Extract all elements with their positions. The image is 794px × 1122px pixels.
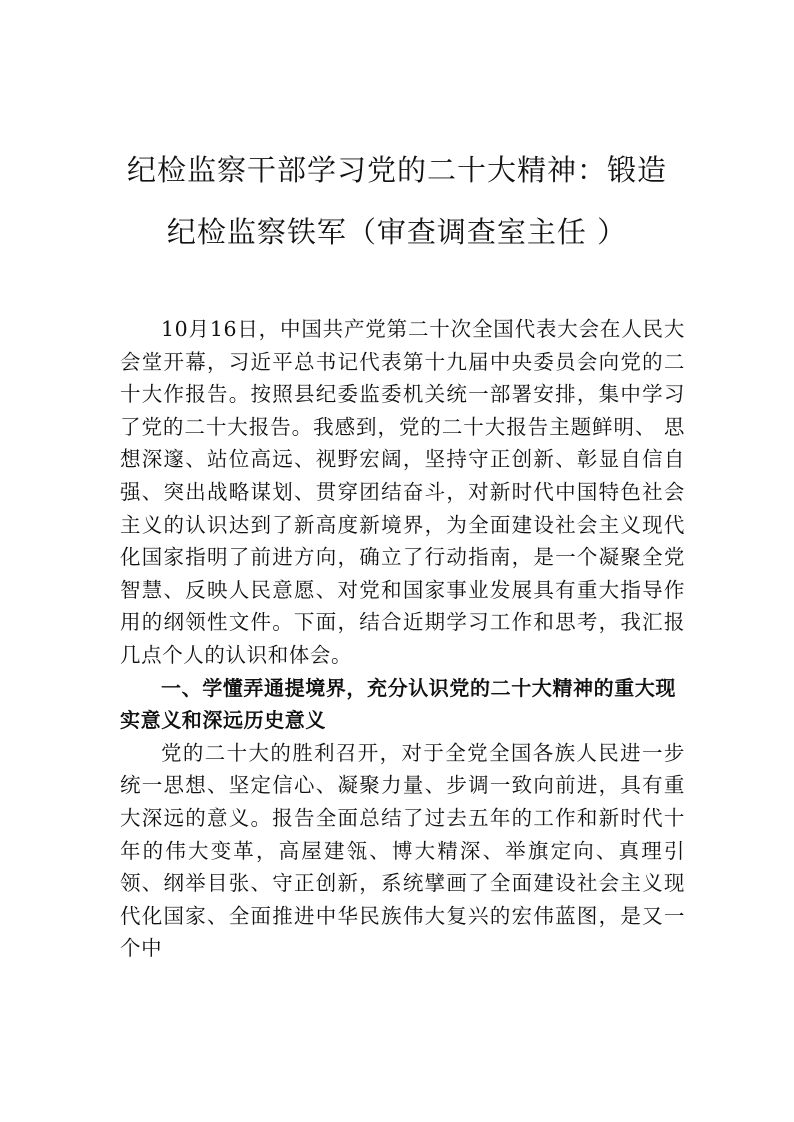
document-title-line-2: 纪检监察铁军（审查调查室主任 ） [166, 215, 628, 249]
body-paragraph-1: 10月16日，中国共产党第二十次全国代表大会在人民大会堂开幕，习近平总书记代表第十九届中央委员会向党的二十大作报告。按照县纪委监委机关统一部署安排，集中学习了党的二十大报告。我感到，党的二十大报告主题鲜明、 思想深邃、站位高远、视野宏阔，坚持守正创新、彰显自信自强、突出战略谋划、贯穿团结奋斗，对新时代中国特色社会主义的认识达到了新高度新境界，为全面建设社会主义现代化国家指明了前进方向，确立了行动指南，是一个凝聚全党智慧、反映人民意愿、对党和国家事业发展具有重大指导作用的纲领性文件。下面，结合近期学习工作和思考，我汇报几点个人的认识和体会。 [120, 317, 685, 667]
document-body [120, 313, 685, 965]
body-paragraph-2: 党的二十大的胜利召开，对于全党全国各族人民进一步统一思想、坚定信心、凝聚力量、步调一致向前进，具有重大深远的意义。报告全面总结了过去五年的工作和新时代十年的伟大变革，高屋建瓴、博大精深、举旗定向、真理引领、纲举目张、守正创新，系统擘画了全面建设社会主义现代化国家、全面推进中华民族伟大复兴的宏伟蓝图，是又一个中 [120, 740, 685, 961]
section-heading-1: 一、学懂弄通提境界，充分认识党的二十大精神的重大现实意义和深远历史意义 [120, 675, 676, 733]
document-title-line-1: 纪检监察干部学习党的二十大精神：锻造 [126, 153, 667, 187]
